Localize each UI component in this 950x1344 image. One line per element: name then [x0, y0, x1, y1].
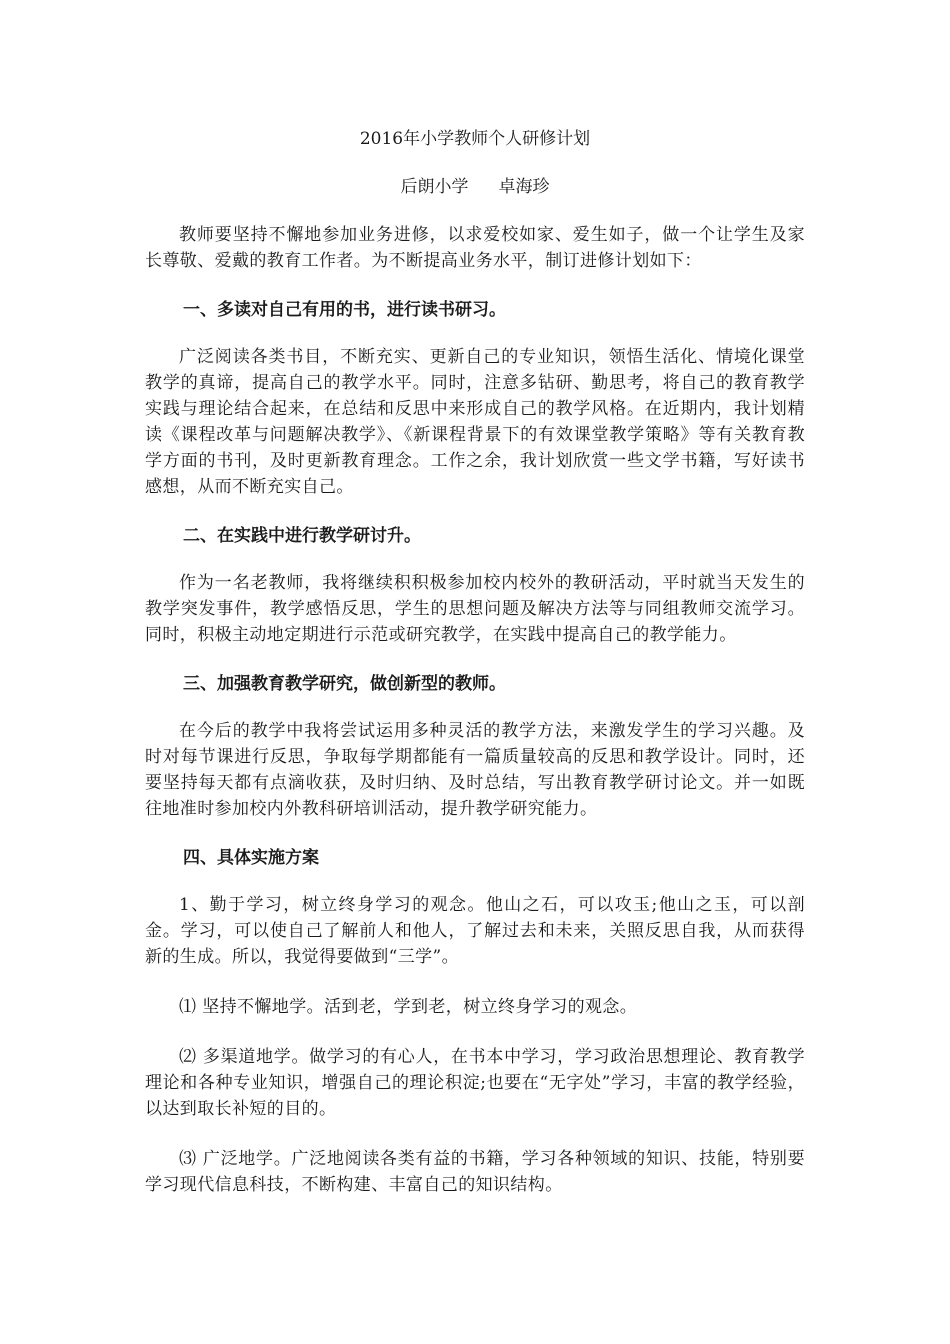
- school-name: 后朗小学: [400, 177, 469, 197]
- list-item-1: ⑴ 坚持不懈地学。活到老，学到老，树立终身学习的观念。: [179, 997, 638, 1017]
- section-heading-3: 三、加强教育教学研究，做创新型的教师。: [183, 674, 506, 694]
- author-line: [145, 176, 805, 198]
- intro-paragraph: 教师要坚持不懈地参加业务进修，以求爱校如家、爱生如子，做一个让学生及家长尊敬、爱戴的教育工作者。为不断提高业务水平，制订进修计划如下：: [145, 225, 805, 271]
- list-item-2: ⑵ 多渠道地学。做学习的有心人，在书本中学习，学习政治思想理论、教育教学理论和各种专业知识，增强自己的理论积淀;也要在“无字处”学习，丰富的教学经验，以达到取长补短的目的。: [145, 1047, 805, 1119]
- section-body-2: 作为一名老教师，我将继续积积极参加校内校外的教研活动，平时就当天发生的教学突发事件，教学感悟反思，学生的思想问题及解决方法等与同组教师交流学习。同时，积极主动地定期进行示范或研究教学，在实践中提高自己的教学能力。: [145, 573, 805, 645]
- author-name: 卓海珍: [498, 177, 550, 197]
- document-title: 2016年小学教师个人研修计划: [359, 129, 591, 149]
- section-heading-2: 二、在实践中进行教学研讨升。: [183, 526, 421, 546]
- section-body-3: 在今后的教学中我将尝试运用多种灵活的教学方法，来激发学生的学习兴趣。及时对每节课进行反思，争取每学期都能有一篇质量较高的反思和教学设计。同时，还要坚持每天都有点滴收获，及时归纳、及时总结，写出教育教学研讨论文。并一如既往地准时参加校内外教科研培训活动，提升教学研究能力。: [145, 721, 805, 819]
- section-heading-4: 四、具体实施方案: [183, 848, 319, 868]
- section-heading-1: 一、多读对自己有用的书，进行读书研习。: [183, 300, 506, 320]
- section-body-4: 1、勤于学习，树立终身学习的观念。他山之石，可以攻玉;他山之玉，可以剖金。学习，可以使自己了解前人和他人，了解过去和未来，关照反思自我，从而获得新的生成。所以，我觉得要做到“三学”。: [145, 895, 805, 967]
- document-page: [145, 128, 805, 1222]
- section-body-1: 广泛阅读各类书目，不断充实、更新自己的专业知识，领悟生活化、情境化课堂教学的真谛，提高自己的教学水平。同时，注意多钻研、勤思考，将自己的教育教学实践与理论结合起来，在总结和反思中来形成自己的教学风格。在近期内，我计划精读《课程改革与问题解决教学》、《新课程背景下的有效课堂教学策略》等有关教育教学方面的书刊，及时更新教育理念。工作之余，我计划欣赏一些文学书籍，写好读书感想，从而不断充实自己。: [145, 347, 805, 497]
- list-item-3: ⑶ 广泛地学。广泛地阅读各类有益的书籍，学习各种领域的知识、技能，特别要学习现代信息科技，不断构建、丰富自己的知识结构。: [145, 1149, 805, 1195]
